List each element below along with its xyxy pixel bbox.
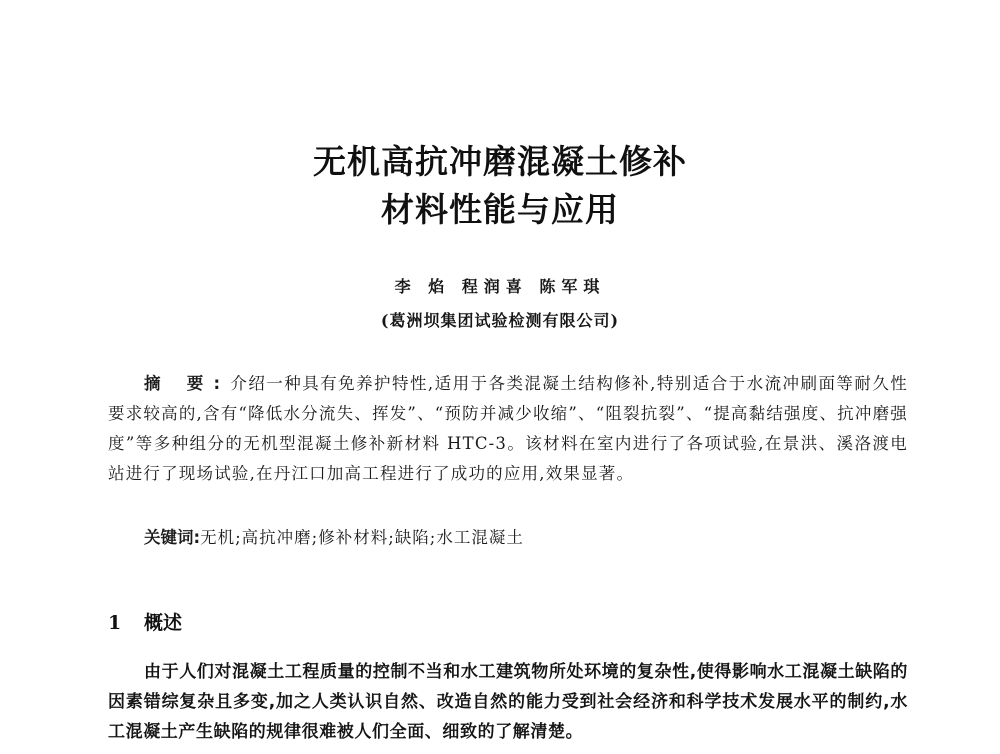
author-affiliation: (葛洲坝集团试验检测有限公司) (380, 311, 620, 330)
paper-title (0, 138, 1000, 234)
keywords-text: 无机;高抗冲磨;修补材料;缺陷;水工混凝土 (200, 528, 524, 547)
section-heading (108, 608, 182, 635)
keywords-line (144, 524, 908, 552)
abstract-label: 摘 要: (144, 374, 231, 393)
abstract-paragraph (108, 369, 908, 489)
paper-title-line-1: 无机高抗冲磨混凝土修补 (313, 142, 687, 181)
abstract-text: 介绍一种具有免养护特性,适用于各类混凝土结构修补,特别适合于水流冲刷面等耐久性要求较高的,含有“降低水分流失、挥发”、“预防并减少收缩”、“阻裂抗裂”、“提高黏结强度、抗冲磨强度”等多种组分的无机型混凝土修补新材料 HTC-3。该材料在室内进行了各项试验,在景洪、溪洛渡电站进行了现场试验,在丹江口加高工程进行了成功的应用,效果显著。 (108, 374, 908, 483)
section-number: 1 (108, 612, 122, 634)
paper-title-line-2: 材料性能与应用 (381, 190, 619, 229)
author-list: 李 焰 程润喜 陈军琪 (394, 277, 606, 296)
body-paragraph: 由于人们对混凝土工程质量的控制不当和水工建筑物所处环境的复杂性,使得影响水工混凝土缺陷的因素错综复杂且多变,加之人类认识自然、改造自然的能力受到社会经济和科学技术发展水平的制约,水工混凝土产生缺陷的规律很难被人们全面、细致的了解清楚。 (108, 662, 908, 742)
section-title: 概述 (144, 612, 183, 634)
keywords-label: 关键词: (144, 528, 201, 547)
